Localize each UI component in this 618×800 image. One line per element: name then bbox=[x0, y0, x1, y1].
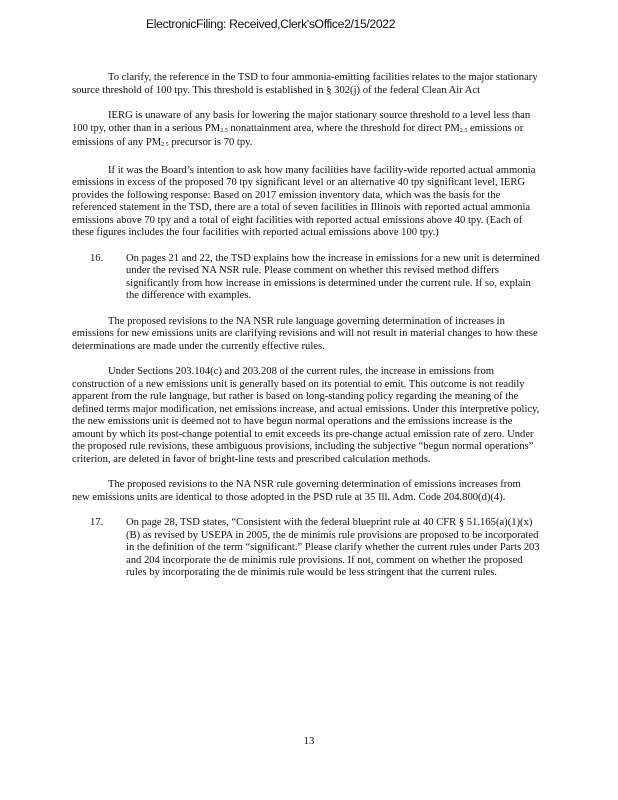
paragraph-current-rules-sections: Under Sections 203.104(c) and 203.208 of the current rules, the increase in emissions from construction of a new emissions unit is generally based on its potential to emit. This outcome is not readily apparent from the rule language, but rather is based on long-standing policy regarding the meaning of the defined terms major modification, net emissions increase, and actual emissions. Under this interpretive policy, the new emissions unit is deemed not to have begun normal operations and the emissions increase is the amount by which its post-change potential to emit exceeds its pre-change actual emission rate of zero. Under the proposed rule revisions, these ambiguous provisions, including the subjective “begun normal operations” criterion, are deleted in favor of bright-line tests and prescribed calculation methods. bbox=[72, 366, 540, 465]
question-text: On page 28, TSD states, “Consistent with the federal blueprint rule at 40 CFR § 51.165(a)(1)(x)(B) as revised by USEPA in 2005, the de minimis rule provisions are proposed to be incorporated in the definition of the term “significant.” Please clarify whether the current rules under Parts 203 and 204 incorporate the de minimis rule provisions. If not, comment on whether the proposed rules by incorporating the de minimis rule would be less stringent that the current rules. bbox=[126, 517, 540, 578]
paragraph-text: precursor is 70 tpy. bbox=[168, 137, 253, 148]
document-body bbox=[72, 72, 540, 593]
paragraph-text: emissions or emissions of any bbox=[72, 122, 524, 148]
pm25-term: $PM_{2.5}$ bbox=[204, 122, 228, 134]
paragraph-ierg-unaware bbox=[72, 110, 540, 152]
question-text: On pages 21 and 22, the TSD explains how the increase in emissions for a new unit is determined under the revised NA NSR rule. Please comment on whether this revised method differs significantly from how increase in emissions is determined under the current rule. If so, explain the difference with examples. bbox=[126, 252, 540, 301]
pm25-term: $PM_{2.5}$ bbox=[444, 122, 468, 134]
paragraph-text: IERG is unaware of any basis for lowering the major stationary source threshold to a level less than 100 tpy, other than in a serious bbox=[72, 110, 531, 134]
pm25-term: $PM_{2.5}$ bbox=[145, 137, 169, 148]
question-17 bbox=[90, 517, 540, 580]
paragraph-proposed-revisions-clarifying: The proposed revisions to the NA NSR rule language governing determination of increases in emissions for new emissions units are clarifying revisions and will not result in material changes to how these determinations are made under the currently effective rules. bbox=[72, 315, 538, 352]
question-16 bbox=[90, 253, 540, 303]
paragraph-text: nonattainment area, where the threshold for direct bbox=[227, 122, 445, 134]
paragraph-clarify-tsd: To clarify, the reference in the TSD to four ammonia-emitting facilities relates to the major stationary source threshold of 100 tpy. This threshold is established in § 302(j) of the federal Clean Air Act bbox=[72, 72, 538, 96]
paragraph-proposed-revisions-identical: The proposed revisions to the NA NSR rule governing determination of emissions increases from new emissions units are identical to those adopted in the PSD rule at 35 Ill. Adm. Code 204.800(d)(4). bbox=[72, 479, 521, 503]
question-number: 17. bbox=[90, 517, 104, 528]
paragraph-board-intention: If it was the Board’s intention to ask how many facilities have facility-wide reported actual ammonia emissions in excess of the proposed 70 tpy significant level or an alternative 40 tpy significant level, IERG provides the following response: Based on 2017 emission inventory data, which was the basis for the referenced statement in the TSD, there are a total of seven facilities in Illinois with reported actual ammonia emissions above 70 tpy and a total of eight facilities with reported actual emissions above 40 tpy. (Each of these figures includes the four facilities with reported actual emissions above 100 tpy.) bbox=[72, 164, 536, 238]
page-number: 13 bbox=[303, 735, 315, 747]
question-number: 16. bbox=[90, 252, 104, 264]
electronic-filing-stamp: ElectronicFiling: Received,Clerk'sOffice2/15/2022 bbox=[146, 17, 396, 31]
